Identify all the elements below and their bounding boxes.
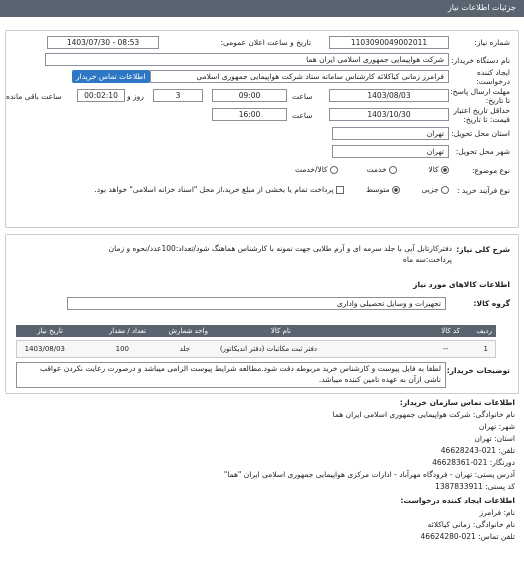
creator-phone: تلفن تماس: 021-46624280 [420,532,515,541]
row-name: دفتر ثبت مکاتبات (دفتر اندیکاتور) [219,345,317,353]
announce-field[interactable]: 1403/07/30 - 08:53 [47,36,159,49]
creator-title: اطلاعات ایجاد کننده درخواست: [400,496,515,505]
goods-table-header [16,325,496,337]
validity-date-field[interactable]: 1403/10/30 [329,108,449,121]
buyer-label: نام دستگاه خریدار: [450,56,510,65]
need-number-label: شماره نیاز: [474,38,510,47]
announce-label: تاریخ و ساعت اعلان عمومی: [220,38,311,47]
need-number-field[interactable]: 1103090049002011 [329,36,449,49]
goods-group-label: گروه کالا: [473,299,510,308]
radio-minor-icon[interactable] [441,186,449,194]
category-label: نوع موضوع: [472,166,510,175]
creator-first-name: نام: فرامرز [479,508,515,517]
creator-field[interactable]: فرامرز زمانی کیاکلائه کارشناس سامانه ستاد شرکت هواپیمایی جمهوری اسلامی [150,70,449,83]
col-row: ردیف [476,327,492,335]
col-unit: واحد شمارش [168,327,208,335]
process-minor-option[interactable]: جزیی [421,185,449,194]
deadline-label: مهلت ارسال پاسخ: تا تاریخ: [450,87,510,105]
contact-address: آدرس پستی: تهران - فرودگاه مهرآباد - ادارات مرکزی هواپیمایی جمهوری اسلامی ایران "هما" [223,470,515,479]
summary-text: دفترکارتابل آبی با جلد سرمه ای و آرم طلایی جهت نمونه با کارشناس هماهنگ شود/تعداد:100عدد/نحوه و زمان پرداخت:سه ماه [108,244,452,264]
deadline-remaining-label: ساعت باقی مانده [6,92,62,101]
deadline-date-field[interactable]: 1403/08/03 [329,89,449,102]
process-label: نوع فرآیند خرید : [456,186,510,195]
goods-group-field[interactable]: تجهیزات و وسایل تحصیلی واداری [67,297,446,310]
row-code: -- [442,345,448,353]
summary-label: شرح کلی نیاز: [456,245,510,254]
table-row[interactable] [16,340,496,358]
buyer-notes-field[interactable]: لطفا به فایل پیوست و کارشناس خرید مربوطه دقت شود.مطالعه شرایط پیوست الزامی میباشد و درصورت رعایت نکردن عواقب ناشی ازآن به عهده تامین کننده میباشد. [16,362,446,388]
contact-title: اطلاعات تماس سازمان خریدار: [399,398,515,407]
radio-goods-icon[interactable] [441,166,449,174]
deadline-time-label: ساعت [292,92,313,101]
deadline-days-field[interactable]: 3 [153,89,203,102]
contact-fax: دورنگار: 021-46628361 [432,458,515,467]
buyer-field[interactable]: شرکت هواپیمایی جمهوری اسلامی ایران هما [45,53,449,66]
radio-service-icon[interactable] [389,166,397,174]
page-title: جزئیات اطلاعات نیاز [447,3,516,12]
province-field[interactable]: تهران [332,127,449,140]
creator-last-name: نام خانوادگی: زمانی کیاکلائه [427,520,515,529]
contact-province: استان: تهران [474,434,515,443]
row-unit: جلد [179,345,190,353]
province-label: استان محل تحویل: [451,129,510,138]
category-both-option[interactable]: کالا/خدمت [295,165,338,174]
goods-title: اطلاعات کالاهای مورد نیاز [413,280,510,289]
creator-label: ایجاد کننده درخواست: [476,68,510,86]
validity-label: حداقل تاریخ اعتبار قیمت: تا تاریخ: [453,106,510,124]
city-field[interactable]: تهران [332,145,449,158]
contact-city: شهر: تهران [478,422,515,431]
process-medium-option[interactable]: متوسط [366,185,400,194]
col-date: تاریخ نیاز [37,327,63,335]
header-bar [0,0,524,17]
treasury-payment-option[interactable]: پرداخت تمام یا بخشی از مبلغ خرید،از محل "اسناد خزانه اسلامی" خواهد بود. [94,185,344,194]
contact-postal: کد پستی: 1387833911 [435,482,515,491]
deadline-remaining-field[interactable]: 00:02:10 [77,89,125,102]
col-code: کد کالا [441,327,460,335]
checkbox-icon[interactable] [336,186,344,194]
contact-org: نام خانوادگی: شرکت هواپیمایی جمهوری اسلامی ایران هما [332,410,515,419]
row-date: 1403/08/03 [24,345,65,353]
city-label: شهر محل تحویل: [455,147,510,156]
radio-medium-icon[interactable] [392,186,400,194]
contact-phone: تلفن: 021-46628243 [440,446,515,455]
row-number: 1 [483,345,488,353]
validity-time-label: ساعت [292,111,313,120]
category-service-option[interactable]: خدمت [367,165,397,174]
deadline-days-label: روز و [127,92,144,101]
radio-both-icon[interactable] [330,166,338,174]
row-qty: 100 [115,345,129,353]
buyer-notes-label: توضیحات خریدار: [446,366,510,375]
deadline-time-field[interactable]: 09:00 [212,89,287,102]
col-qty: تعداد / مقدار [108,327,146,335]
category-goods-option[interactable]: کالا [428,165,449,174]
buyer-contact-button[interactable]: اطلاعات تماس خریدار [72,70,150,83]
col-name: نام کالا [270,327,291,335]
validity-time-field[interactable]: 16:00 [212,108,287,121]
